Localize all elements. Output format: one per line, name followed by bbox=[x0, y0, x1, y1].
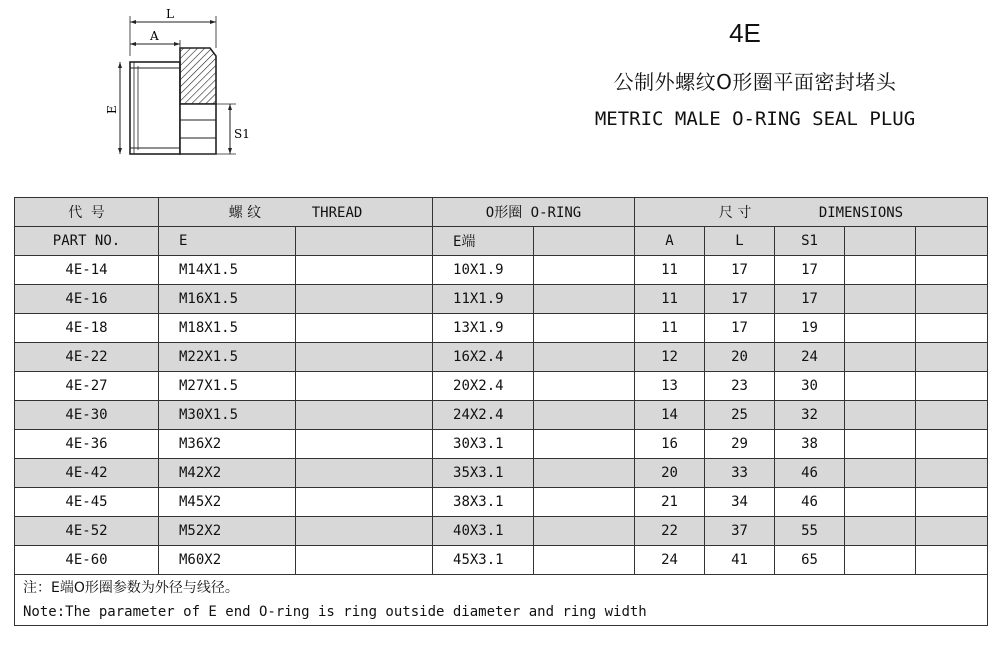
header-dims-en: DIMENSIONS bbox=[818, 205, 904, 221]
dim-l-cell: 41 bbox=[705, 546, 775, 575]
table-row bbox=[15, 459, 988, 488]
empty-cell bbox=[916, 459, 988, 488]
header-dim-a: A bbox=[635, 227, 705, 256]
empty-cell bbox=[845, 430, 916, 459]
dimension-label-a: A bbox=[150, 29, 159, 43]
header-oring-e-end: E端 bbox=[433, 227, 534, 256]
empty-cell bbox=[845, 401, 916, 430]
oring-cell: 16X2.4 bbox=[433, 343, 534, 372]
dim-a-cell: 13 bbox=[635, 372, 705, 401]
specification-table bbox=[14, 197, 988, 626]
header-part-cn: 代 号 bbox=[15, 198, 159, 227]
header-thread-cn: 螺 纹 bbox=[228, 205, 262, 221]
dim-l-cell: 34 bbox=[705, 488, 775, 517]
header-empty-cell bbox=[534, 227, 635, 256]
empty-cell bbox=[916, 372, 988, 401]
part-number-cell: 4E-45 bbox=[15, 488, 159, 517]
empty-cell bbox=[916, 401, 988, 430]
empty-cell bbox=[916, 517, 988, 546]
thread-cell: M16X1.5 bbox=[159, 285, 296, 314]
dim-l-cell: 29 bbox=[705, 430, 775, 459]
header-dims-cn: 尺 寸 bbox=[718, 205, 752, 221]
table-body bbox=[15, 256, 988, 575]
dim-l-cell: 23 bbox=[705, 372, 775, 401]
note-chinese: 注：E端O形圈参数为外径与线径。 bbox=[23, 580, 239, 596]
plug-technical-drawing bbox=[100, 4, 260, 164]
part-number-cell: 4E-36 bbox=[15, 430, 159, 459]
empty-cell bbox=[845, 343, 916, 372]
empty-cell bbox=[916, 343, 988, 372]
empty-cell bbox=[534, 256, 635, 285]
empty-cell bbox=[296, 430, 433, 459]
table-row bbox=[15, 256, 988, 285]
thread-cell: M18X1.5 bbox=[159, 314, 296, 343]
oring-cell: 13X1.9 bbox=[433, 314, 534, 343]
oring-cell: 30X3.1 bbox=[433, 430, 534, 459]
header-empty-cell bbox=[845, 227, 916, 256]
header-empty-cell bbox=[916, 227, 988, 256]
empty-cell bbox=[916, 256, 988, 285]
empty-cell bbox=[916, 285, 988, 314]
empty-cell bbox=[534, 285, 635, 314]
dim-a-cell: 21 bbox=[635, 488, 705, 517]
empty-cell bbox=[845, 256, 916, 285]
thread-cell: M22X1.5 bbox=[159, 343, 296, 372]
dim-s1-cell: 17 bbox=[775, 285, 845, 314]
empty-cell bbox=[296, 546, 433, 575]
dim-l-cell: 33 bbox=[705, 459, 775, 488]
product-title-chinese: 公制外螺纹O形圈平面密封堵头 bbox=[613, 70, 897, 94]
table-row bbox=[15, 314, 988, 343]
oring-cell: 45X3.1 bbox=[433, 546, 534, 575]
part-number-cell: 4E-60 bbox=[15, 546, 159, 575]
dim-s1-cell: 38 bbox=[775, 430, 845, 459]
table-row bbox=[15, 546, 988, 575]
oring-cell: 10X1.9 bbox=[433, 256, 534, 285]
header-empty-cell bbox=[296, 227, 433, 256]
dim-a-cell: 20 bbox=[635, 459, 705, 488]
thread-cell: M30X1.5 bbox=[159, 401, 296, 430]
empty-cell bbox=[296, 459, 433, 488]
header-thread-e: E bbox=[159, 227, 296, 256]
empty-cell bbox=[534, 517, 635, 546]
note-row bbox=[15, 575, 988, 626]
dim-l-cell: 25 bbox=[705, 401, 775, 430]
oring-cell: 24X2.4 bbox=[433, 401, 534, 430]
table-row bbox=[15, 517, 988, 546]
dim-s1-cell: 32 bbox=[775, 401, 845, 430]
empty-cell bbox=[296, 256, 433, 285]
part-number-cell: 4E-14 bbox=[15, 256, 159, 285]
table-subheader-row bbox=[15, 227, 988, 256]
thread-cell: M36X2 bbox=[159, 430, 296, 459]
thread-cell: M27X1.5 bbox=[159, 372, 296, 401]
dim-l-cell: 17 bbox=[705, 256, 775, 285]
header-part-en: PART NO. bbox=[15, 227, 159, 256]
empty-cell bbox=[916, 430, 988, 459]
dim-a-cell: 11 bbox=[635, 256, 705, 285]
note-english: Note:The parameter of E end O-ring is ring outside diameter and ring width bbox=[23, 604, 647, 620]
empty-cell bbox=[916, 314, 988, 343]
thread-cell: M42X2 bbox=[159, 459, 296, 488]
product-title-english: METRIC MALE O-RING SEAL PLUG bbox=[594, 108, 916, 130]
table-row bbox=[15, 285, 988, 314]
dim-l-cell: 17 bbox=[705, 314, 775, 343]
empty-cell bbox=[845, 488, 916, 517]
dim-s1-cell: 19 bbox=[775, 314, 845, 343]
thread-cell: M60X2 bbox=[159, 546, 296, 575]
thread-cell: M52X2 bbox=[159, 517, 296, 546]
empty-cell bbox=[534, 459, 635, 488]
header-thread-en: THREAD bbox=[311, 205, 363, 221]
empty-cell bbox=[296, 517, 433, 546]
empty-cell bbox=[296, 343, 433, 372]
dim-s1-cell: 55 bbox=[775, 517, 845, 546]
oring-cell: 20X2.4 bbox=[433, 372, 534, 401]
part-number-cell: 4E-30 bbox=[15, 401, 159, 430]
empty-cell bbox=[296, 372, 433, 401]
empty-cell bbox=[916, 546, 988, 575]
empty-cell bbox=[534, 546, 635, 575]
empty-cell bbox=[845, 546, 916, 575]
oring-cell: 38X3.1 bbox=[433, 488, 534, 517]
dim-a-cell: 16 bbox=[635, 430, 705, 459]
part-number-cell: 4E-16 bbox=[15, 285, 159, 314]
empty-cell bbox=[296, 401, 433, 430]
header-thread bbox=[159, 198, 433, 227]
dim-a-cell: 14 bbox=[635, 401, 705, 430]
header-dim-s1: S1 bbox=[775, 227, 845, 256]
table-row bbox=[15, 488, 988, 517]
empty-cell bbox=[845, 372, 916, 401]
empty-cell bbox=[845, 459, 916, 488]
part-number-cell: 4E-42 bbox=[15, 459, 159, 488]
empty-cell bbox=[916, 488, 988, 517]
dim-s1-cell: 17 bbox=[775, 256, 845, 285]
dim-a-cell: 12 bbox=[635, 343, 705, 372]
dimension-label-s1: S1 bbox=[234, 127, 250, 141]
product-code-title: 4E bbox=[729, 18, 761, 48]
dimension-label-l: L bbox=[166, 7, 174, 21]
dim-a-cell: 22 bbox=[635, 517, 705, 546]
part-number-cell: 4E-27 bbox=[15, 372, 159, 401]
part-number-cell: 4E-52 bbox=[15, 517, 159, 546]
dim-s1-cell: 65 bbox=[775, 546, 845, 575]
oring-cell: 40X3.1 bbox=[433, 517, 534, 546]
empty-cell bbox=[534, 401, 635, 430]
part-number-cell: 4E-22 bbox=[15, 343, 159, 372]
dim-a-cell: 11 bbox=[635, 314, 705, 343]
empty-cell bbox=[296, 314, 433, 343]
dim-l-cell: 20 bbox=[705, 343, 775, 372]
dim-l-cell: 37 bbox=[705, 517, 775, 546]
empty-cell bbox=[845, 517, 916, 546]
dim-l-cell: 17 bbox=[705, 285, 775, 314]
table-row bbox=[15, 401, 988, 430]
empty-cell bbox=[845, 314, 916, 343]
thread-cell: M14X1.5 bbox=[159, 256, 296, 285]
header-dimensions bbox=[635, 198, 988, 227]
dim-s1-cell: 30 bbox=[775, 372, 845, 401]
table-row bbox=[15, 372, 988, 401]
dim-a-cell: 24 bbox=[635, 546, 705, 575]
header-dim-l: L bbox=[705, 227, 775, 256]
dimension-label-e: E bbox=[105, 105, 119, 114]
dim-s1-cell: 24 bbox=[775, 343, 845, 372]
dim-a-cell: 11 bbox=[635, 285, 705, 314]
table-row bbox=[15, 430, 988, 459]
dim-s1-cell: 46 bbox=[775, 459, 845, 488]
note-cell bbox=[15, 575, 988, 626]
header-oring: O形圈 O-RING bbox=[433, 198, 635, 227]
empty-cell bbox=[845, 285, 916, 314]
empty-cell bbox=[534, 488, 635, 517]
empty-cell bbox=[534, 372, 635, 401]
thread-cell: M45X2 bbox=[159, 488, 296, 517]
oring-cell: 35X3.1 bbox=[433, 459, 534, 488]
empty-cell bbox=[534, 430, 635, 459]
oring-cell: 11X1.9 bbox=[433, 285, 534, 314]
empty-cell bbox=[534, 314, 635, 343]
table-header-row bbox=[15, 198, 988, 227]
table-row bbox=[15, 343, 988, 372]
empty-cell bbox=[534, 343, 635, 372]
empty-cell bbox=[296, 488, 433, 517]
dim-s1-cell: 46 bbox=[775, 488, 845, 517]
empty-cell bbox=[296, 285, 433, 314]
part-number-cell: 4E-18 bbox=[15, 314, 159, 343]
